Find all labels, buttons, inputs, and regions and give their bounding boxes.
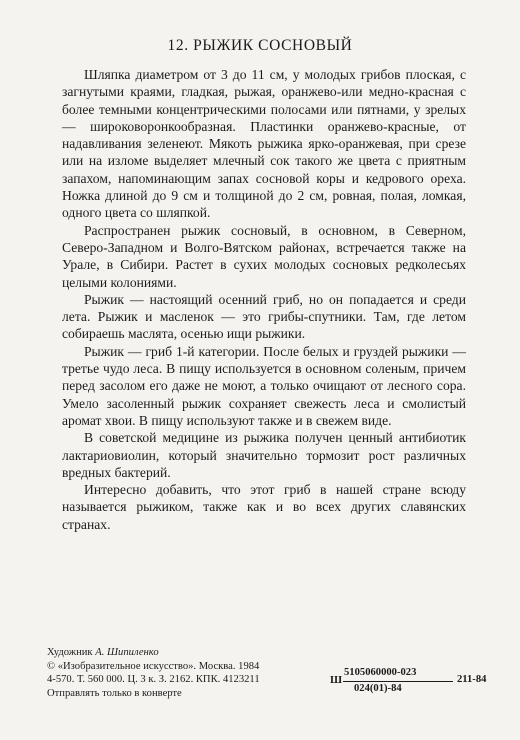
- publisher-line: © «Изобразительное искусство». Москва. 1984: [47, 660, 260, 672]
- paragraph: Шляпка диаметром от 3 до 11 см, у молодых грибов плоская, с загнутыми краями, гладкая, рыжая, оранжево-или медно-красная с более темными концентрическими полосами или пятнами, у зрелых — широковоронкообразная. Пластинки оранжево-красные, от надавливания зеленеют. Мякоть рыжика ярко-оранжевая, при срезе или на изломе выделяет млечный сок такого же цвета с приятным запахом, напоминающим запах сосновой коры и кедрового ореха. Ножка длиной до 9 см и толщиной до 2 см, ровная, полая, ломкая, одного цвета со шляпкой.: [62, 67, 466, 221]
- article-body: [62, 66, 466, 533]
- paragraph: Рыжик — гриб 1-й категории. После белых и груздей рыжики — третье чудо леса. В пищу используется в основном соленым, причем перед засолом его даже не моют, а только очищают от лесного сора. Умело засоленный рыжик сохраняет свежесть леса и смолистый аромат хвои. В пищу используют также и в свежем виде.: [62, 343, 466, 428]
- fraction-line: [343, 681, 453, 682]
- artist-name: А. Шипиленко: [95, 647, 159, 658]
- paragraph: В советской медицине из рыжика получен ценный антибиотик лактариовиолин, который значительно тормозит рост различных вредных бактерий.: [62, 430, 466, 480]
- mail-note: Отправлять только в конверте: [47, 687, 182, 699]
- catalog-side: 211-84: [457, 674, 487, 685]
- catalog-letter: Ш: [330, 674, 343, 686]
- artist-credit: [47, 646, 487, 660]
- paragraph: Распространен рыжик сосновый, в основном, в Северном, Северо-Западном и Волго-Вятском районах, встречается также на Урале, в Сибири. Растет в сухих молодых сосновых редколесьях целыми колониями.: [62, 222, 466, 290]
- catalog-numerator: 5105060000-023: [344, 667, 417, 678]
- paragraph: Интересно добавить, что этот гриб в нашей стране всюду называется рыжиком, также как и во всех других славянских странах.: [62, 482, 466, 532]
- catalog-denominator: 024(01)-84: [354, 683, 402, 694]
- print-info: 4-570. Т. 560 000. Ц. 3 к. З. 2162. КПК. 4123211: [47, 674, 260, 686]
- catalog-code: [330, 667, 490, 697]
- artist-label: Художник: [47, 647, 96, 658]
- paragraph: Рыжик — настоящий осенний гриб, но он попадается и среди лета. Рыжик и масленок — это грибы-спутники. Там, где летом собираешь маслята, осенью ищи рыжики.: [62, 291, 466, 342]
- page-title: 12. РЫЖИК СОСНОВЫЙ: [167, 37, 353, 54]
